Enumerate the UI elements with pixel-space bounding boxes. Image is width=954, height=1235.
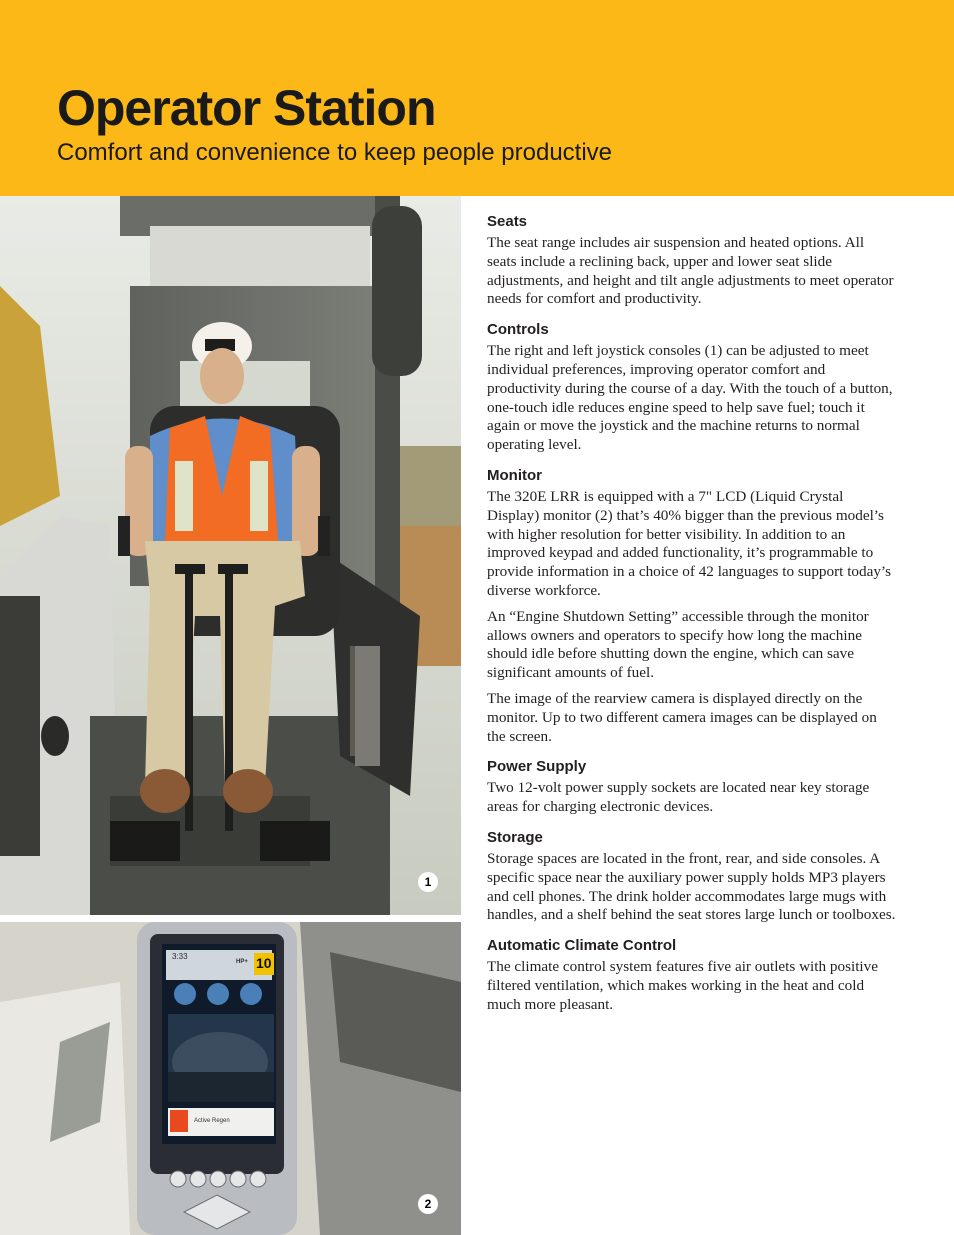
page-subtitle: Comfort and convenience to keep people productive: [57, 139, 613, 166]
section-heading: Controls: [487, 321, 549, 339]
section-heading: Seats: [487, 213, 528, 230]
section-heading: Monitor: [487, 466, 542, 484]
page-title: Operator Station: [57, 80, 436, 136]
operator-cab-photo: [0, 196, 461, 915]
callout-2-badge: 2: [418, 1194, 438, 1214]
section-paragraph: An “Engine Shutdown Setting” accessible through the monitor allows owners and operators to specify how long the machine should idle before shutting down the engine, which can save significant amounts of fuel.: [487, 607, 869, 682]
section-paragraph: The seat range includes air suspension and heated options. All seats include a reclining back, upper and lower seat slide adjustments, and height and tilt angle adjustments to meet operator needs for comfort and productivity.: [487, 234, 894, 308]
section-paragraph: The right and left joystick consoles (1) can be adjusted to meet individual preferences, improving operator comfort and productivity during the course of a day. With the touch of a button, one-touch idle reduces engine speed to help save fuel; touch it again or move the joystick and the machine returns to normal operating level.: [487, 342, 893, 454]
section-storage: [487, 828, 897, 925]
monitor-status-text: Active Regen: [194, 1118, 230, 1124]
callout-1-badge: 1: [418, 872, 438, 892]
section-paragraph: Two 12-volt power supply sockets are located near key storage areas for charging electronic devices.: [487, 779, 870, 816]
section-heading: Power Supply: [487, 758, 587, 776]
section-paragraph: The climate control system features five air outlets with positive filtered ventilation, which makes working in the heat and cold much more pleasant.: [487, 958, 878, 1013]
monitor-photo: [0, 922, 461, 1235]
section-paragraph: The image of the rearview camera is displayed directly on the monitor. Up to two different camera images can be displayed on the screen.: [487, 689, 877, 745]
text-column: [487, 212, 897, 1015]
section-controls: [487, 320, 897, 455]
section-paragraph: The 320E LRR is equipped with a 7" LCD (Liquid Crystal Display) monitor (2) that’s 40% bigger than the previous model’s with higher resolution for better visibility. In addition to an improved keypad and added functionality, it’s programmable to provide information in a choice of 42 languages to support today’s diverse workforce.: [487, 487, 892, 599]
section-paragraph: Storage spaces are located in the front, rear, and side consoles. A specific space near the auxiliary power supply holds MP3 players and cell phones. The drink holder accommodates large mugs with handles, and a shelf behind the seat stores large lunch or toolboxes.: [487, 849, 896, 924]
section-climate-control: [487, 936, 897, 1014]
section-seats: [487, 212, 897, 309]
header-band: [0, 0, 954, 196]
section-heading: Automatic Climate Control: [487, 937, 677, 955]
section-heading: Storage: [487, 828, 543, 846]
section-power-supply: [487, 757, 897, 817]
monitor-mode-label: HP+: [236, 959, 248, 965]
section-monitor: [487, 466, 897, 746]
monitor-mode-value: 10: [256, 955, 272, 971]
monitor-time: 3:33: [172, 952, 188, 961]
